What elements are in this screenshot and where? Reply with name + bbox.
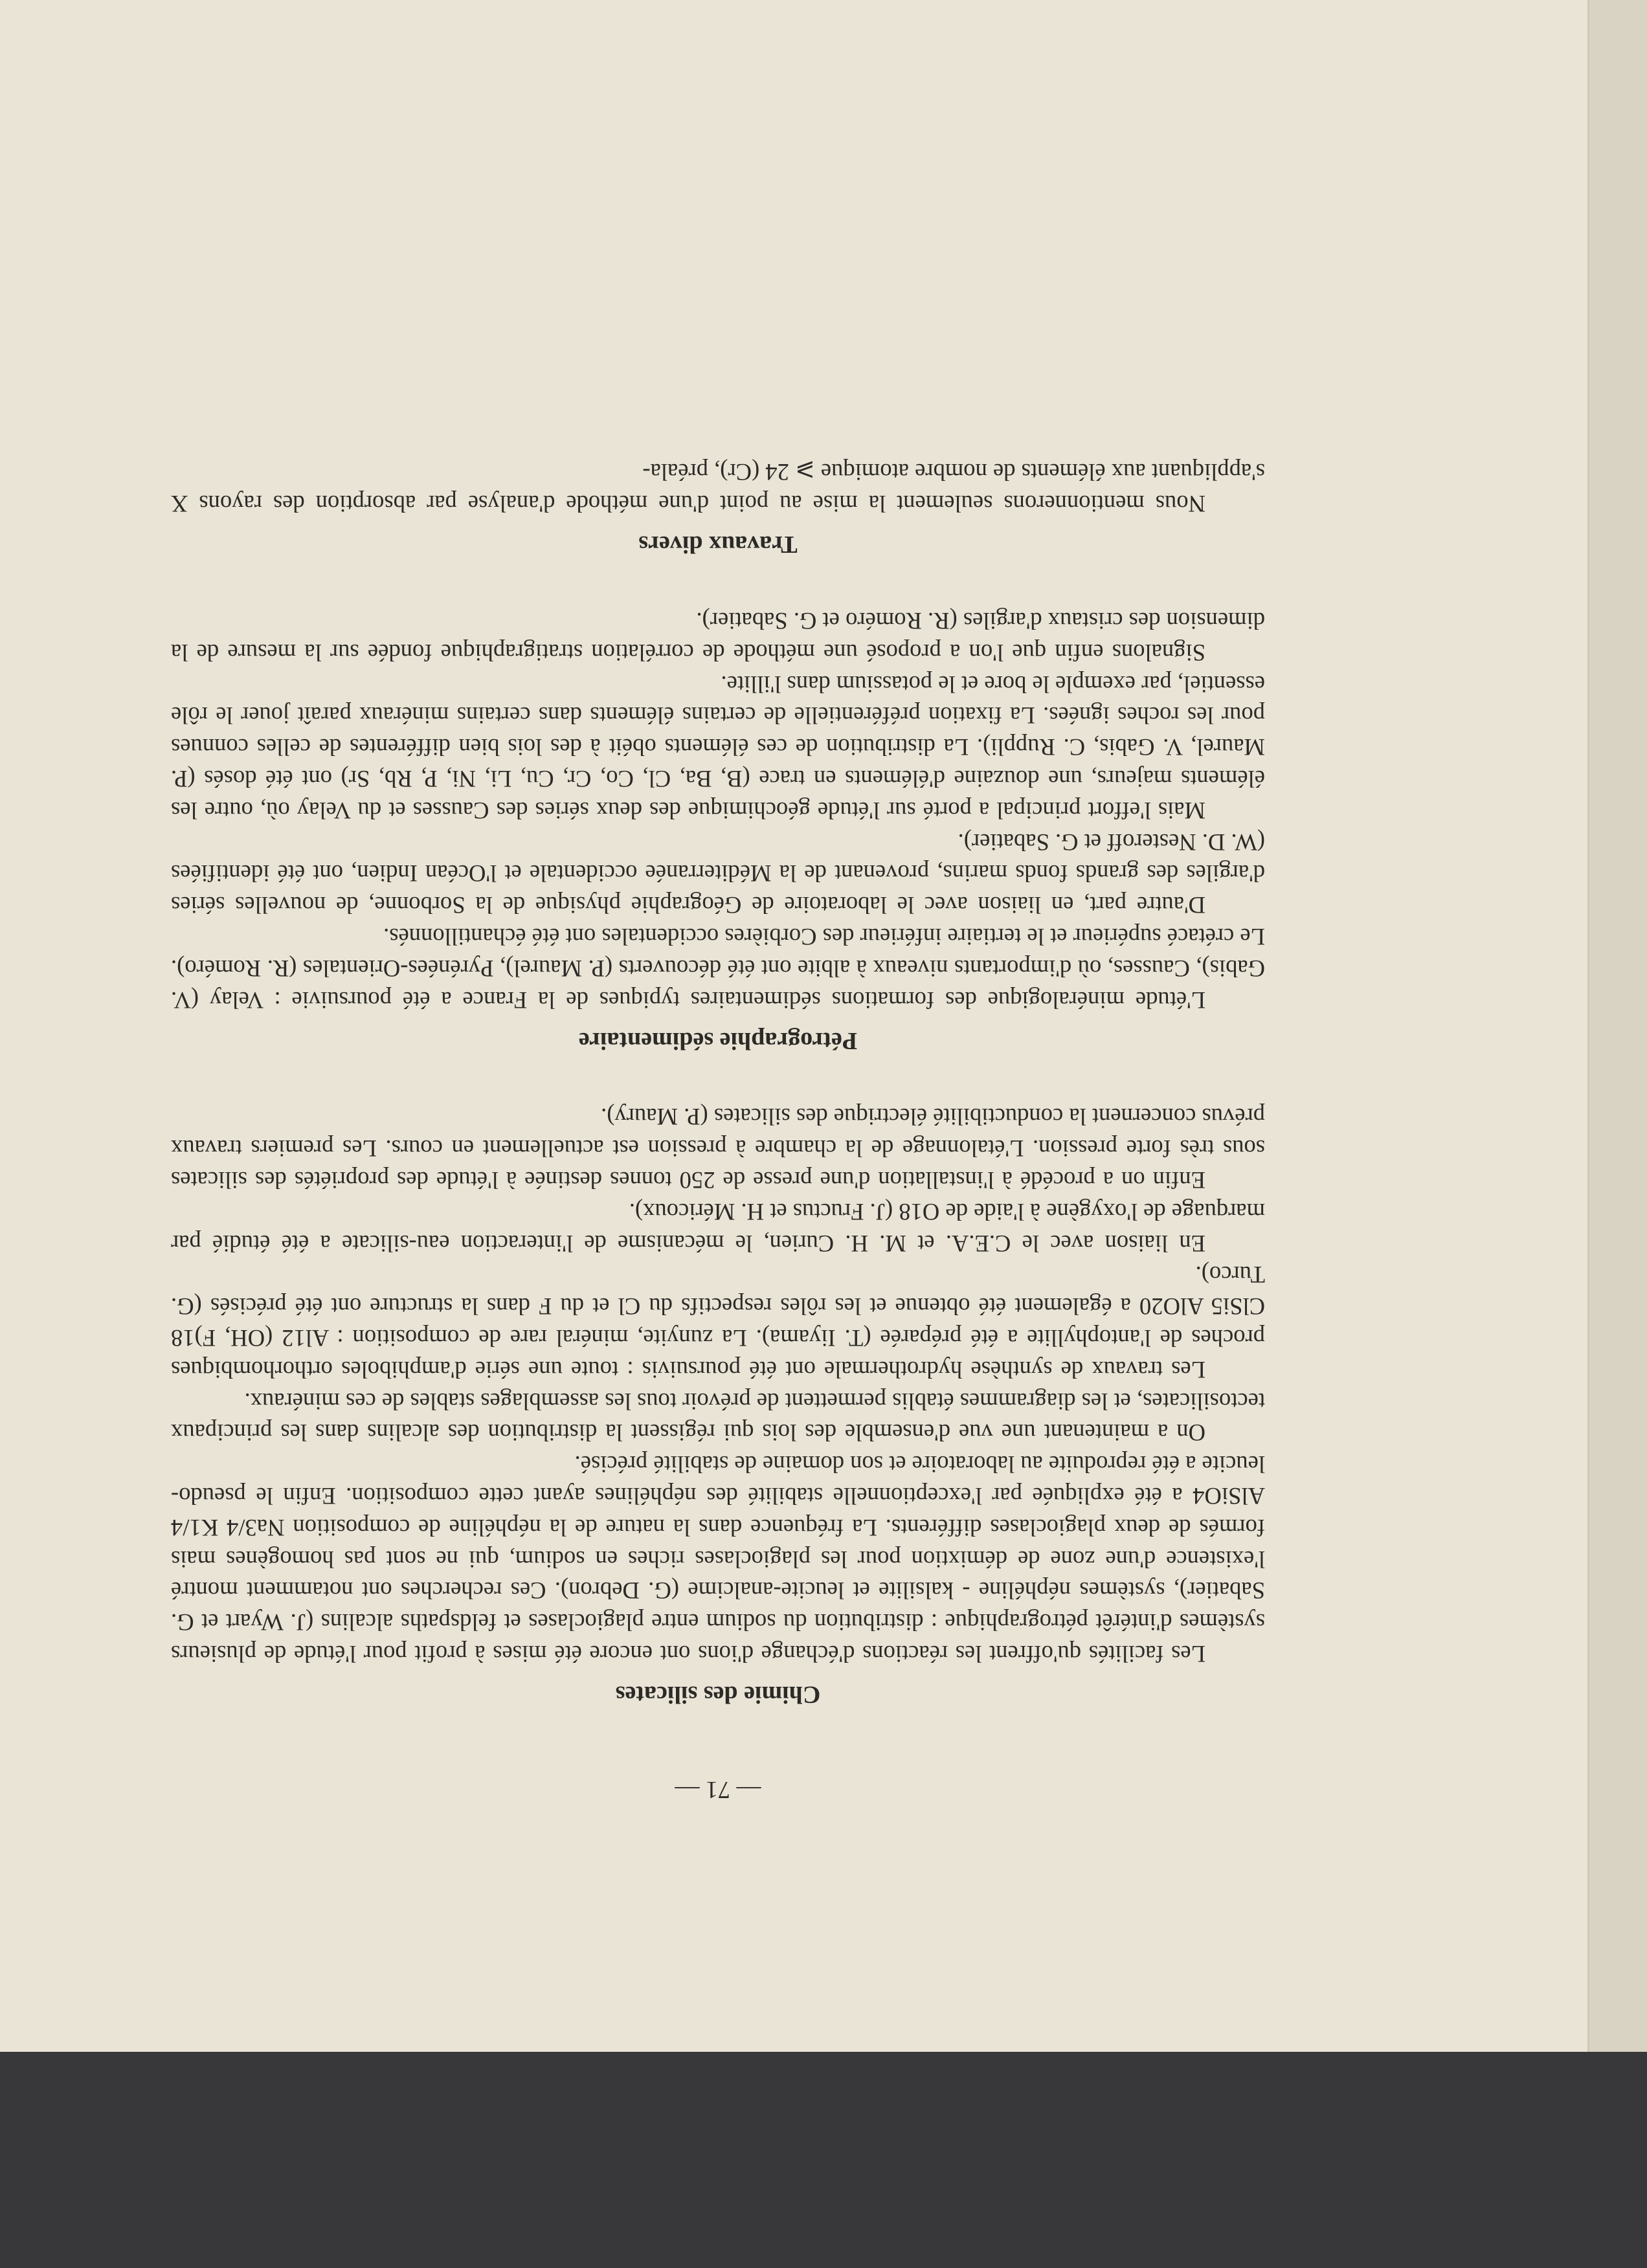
paragraph: Les facilités qu'offrent les réactions d'échange d'ions ont encore été mises à profit pour l'étude de plusieurs systèmes d'intérêt pétrographique : distribution du sodium entre plagioclases et feldspaths alcalins (J. Wyart et G. Sabatier), systèmes néphéline - kalsilite et leucite-analcime (G. Debron). Ces recherches ont notamment montré l'existence d'une zone de démixtion pour les plagioclases riches en sodium, qui ne sont pas homogènes mais formés de deux plagioclases différents. La fréquence dans la nature de la néphéline de composition Na3/4 K1/4 AlSiO4 a été expliquée par l'exceptionnelle stabilité des néphélines ayant cette composition. Enfin le pseudo-leucite a été reproduite au laboratoire et son domaine de stabilité précisé. xyxy=(171,1451,1265,1667)
paragraph: Mais l'effort principal a porté sur l'étude géochimique des deux séries des Causses et du Velay où, outre les éléments majeurs, une douzaine d'éléments en trace (B, Ba, Cl, Co, Cr, Cu, Li, Ni, P, Rb, Sr) ont été dosés (P. Maurel, V. Gabis, C. Ruppli). La distribution de ces éléments obéit à des lois bien différentes de celles connues pour les roches ignées. La fixation préférentielle de certains éléments dans certains minéraux paraît jouer le rôle essentiel, par exemple le bore et le potassium dans l'illite. xyxy=(171,671,1265,824)
paragraph: D'autre part, en liaison avec le laboratoire de Géographie physique de la Sorbonne, de nouvelles séries d'argiles des grands fonds marins, provenant de la Méditerranée occidentale et l'Océan Indien, ont été identifiées (W. D. Nesteroff et G. Sabatier). xyxy=(171,828,1265,919)
section-heading-petrographie: Pétrographie sédimentaire xyxy=(578,1027,858,1054)
paragraph: Signalons enfin que l'on a proposé une méthode de corrélation stratigraphique fondée sur la mesure de la dimension des cristaux d'argiles (R. Roméro et G. Sabatier). xyxy=(171,608,1265,666)
text-column xyxy=(171,456,1265,1854)
section-heading-chimie: Chimie des silicates xyxy=(615,1681,821,1708)
scanner-background xyxy=(0,2052,1647,2268)
paragraph: L'étude minéralogique des formations sédimentaires typiques de la France a été poursuivie : Velay (V. Gabis), Causses, où d'importants niveaux à albite ont été découverts (P. Maurel), Pyrénées-Orientales (R. Roméro). Le crétacé supérieur et le tertiaire inférieur des Corbières occidentales ont été échantillonnés. xyxy=(171,924,1265,1014)
paragraph: Les travaux de synthèse hydrothermale ont été poursuivis : toute une série d'amphiboles orthorhombiques proches de l'antophyllite a été préparée (T. Iiyama). La zunyite, minéral rare de composition : Al12 (OH, F)18 ClSi5 AlO20 a également été obtenue et les rôles respectifs du Cl et du F dans la structure ont été précisés (G. Turco). xyxy=(171,1262,1265,1383)
paragraph: Enfin on a procédé à l'installation d'une presse de 250 tonnes destinée à l'étude des propriétés des silicates sous très forte pression. L'étalonnage de la chambre à pression est actuellement en cours. Les premiers travaux prévus concernent la conductibilité électrique des silicates (P. Maury). xyxy=(171,1104,1265,1194)
paragraph: Nous mentionnerons seulement la mise au point d'une méthode d'analyse par absorption des rayons X s'appliquant aux éléments de nombre atomique ⩾ 24 (Cr), préala- xyxy=(171,459,1265,518)
page-number: — 71 — xyxy=(675,1776,761,1803)
paragraph: On a maintenant une vue d'ensemble des lois qui régissent la distribution des alcalins dans les principaux tectosilicates, et les diagrammes établis permettent de prévoir tous les assemblages stables de ces minéraux. xyxy=(171,1388,1265,1447)
section-heading-travaux-divers: Travaux divers xyxy=(638,531,798,559)
paragraph: En liaison avec le C.E.A. et M. H. Curien, le mécanisme de l'interaction eau-silicate a été étudié par marquage de l'oxygène à l'aide de O18 (J. Fructus et H. Méricoux). xyxy=(171,1198,1265,1257)
